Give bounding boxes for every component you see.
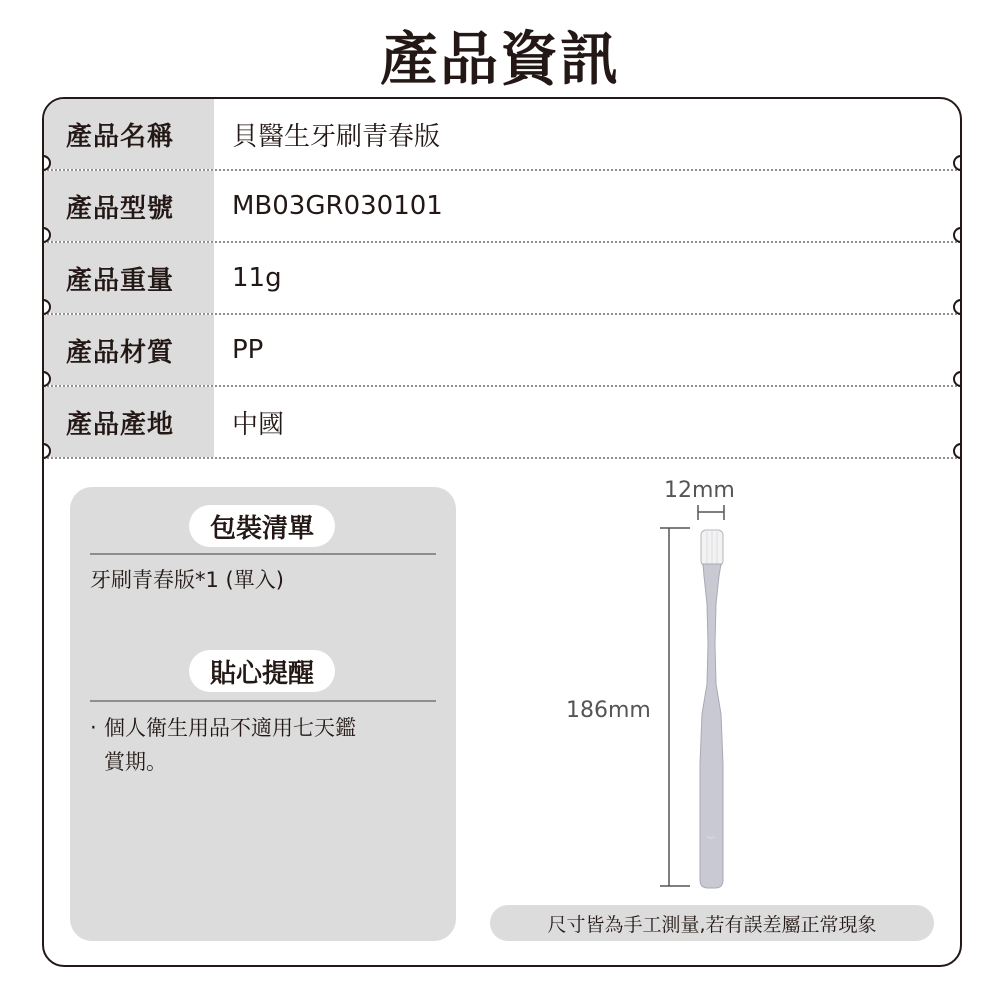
notch-decoration [953,155,962,171]
reminder-heading: 貼心提醒 [189,650,335,692]
toothbrush-bristles [701,530,723,566]
reminder-line-2: 賞期。 [104,750,167,774]
length-dimension-marker [660,528,690,886]
length-dimension-label: 186mm [566,698,651,723]
spec-value: PP [232,335,264,365]
handle-logo: ◠◠ [706,836,716,842]
spec-row-origin [44,387,960,459]
measurement-note: 尺寸皆為手工測量,若有誤差屬正常現象 [490,905,934,941]
spec-row-name [44,99,960,171]
spec-value: 11g [232,263,282,293]
reminder-text [90,711,430,779]
product-info-card [42,97,962,967]
spec-row-material [44,315,960,387]
toothbrush-illustration [544,464,744,904]
package-item: 牙刷青春版*1 (單入) [90,568,284,592]
notch-decoration [953,227,962,243]
spec-value: 中國 [232,409,285,440]
spec-row-weight [44,243,960,315]
spec-value: 貝醫生牙刷青春版 [232,121,441,152]
spec-label: 產品產地 [44,387,214,457]
reminder-line-1: 個人衛生用品不適用七天鑑 [104,716,356,740]
spec-value: MB03GR030101 [232,191,443,221]
spec-label: 產品重量 [44,243,214,313]
spec-label: 產品材質 [44,315,214,385]
bullet: ‧ [90,716,97,740]
spec-label: 產品型號 [44,171,214,241]
divider [90,553,436,555]
spec-row-model [44,171,960,243]
divider [90,700,436,702]
notch-decoration [953,443,962,459]
width-dimension-marker [698,505,724,520]
page-title: 產品資訊 [379,25,620,93]
spec-label: 產品名稱 [44,99,214,169]
width-dimension-label: 12mm [664,478,735,503]
notch-decoration [953,299,962,315]
package-reminder-box [70,487,456,941]
package-heading: 包裝清單 [189,505,335,547]
notch-decoration [953,371,962,387]
